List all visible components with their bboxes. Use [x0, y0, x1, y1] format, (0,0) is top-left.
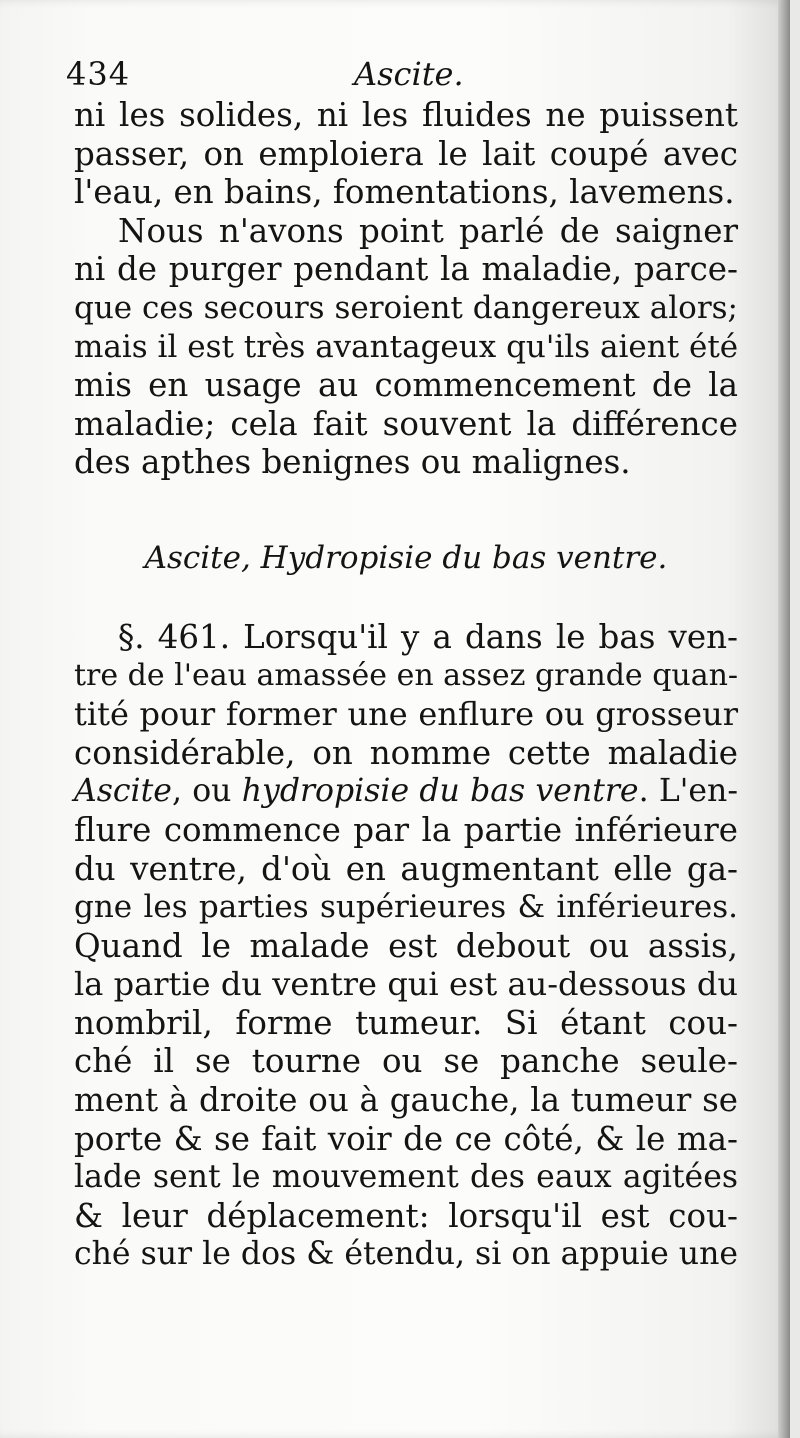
paragraph-bleeding-purging	[74, 212, 738, 482]
text-line: du ventre, d'où en augmentant elle ga-	[74, 849, 738, 888]
text-line: que ces secours seroient dangereux alors;	[74, 289, 738, 326]
text-line: tité pour former une enflure ou grosseur	[74, 695, 738, 734]
text-line: ni les solides, ni les fluides ne puissent	[74, 96, 738, 134]
section-heading: Ascite, Hydropisie du bas ventre.	[144, 539, 668, 576]
text-line: §. 461. Lorsqu'il y a dans le bas ven-	[118, 617, 738, 656]
text-line: tre de l'eau amassée en assez grande quan-	[74, 657, 739, 693]
text-line: l'eau, en bains, fomentations, lavemens.	[74, 173, 735, 212]
text-line: ché il se tourne ou se panche seule-	[74, 1042, 738, 1081]
text-line: nombril, forme tumeur. Si étant cou-	[74, 1003, 738, 1042]
page-text	[66, 52, 739, 1274]
page-edge-shadow	[778, 0, 790, 1438]
text-fragment: . L'en-	[638, 773, 738, 810]
running-head	[66, 52, 738, 96]
italic-term: Ascite	[74, 773, 172, 810]
text-line: Nous n'avons point parlé de saigner	[118, 211, 738, 250]
text-line: mis en usage au commencement de la	[74, 366, 738, 405]
text-line: & leur déplacement: lorsqu'il est cou-	[74, 1196, 738, 1235]
text-line: passer, on emploiera le lait coupé avec	[74, 134, 738, 173]
text-line: gne les parties supérieures & inférieures.	[74, 889, 738, 926]
text-line: ment à droite ou à gauche, la tumeur se	[74, 1081, 738, 1120]
text-line: des apthes benignes ou malignes.	[74, 443, 631, 482]
paragraph-continuation	[74, 96, 738, 212]
text-line: la partie du ventre qui est au-dessous du	[74, 965, 738, 1004]
text-line-mixed	[74, 772, 738, 811]
text-line: Quand le malade est debout ou assis,	[74, 926, 738, 965]
text-fragment: , ou	[171, 773, 242, 810]
page-number: 434	[66, 55, 131, 93]
text-line: ché sur le dos & étendu, si on appuie une	[74, 1236, 738, 1273]
text-line: ni de purger pendant la maladie, parce-	[74, 250, 738, 289]
text-line: porte & se fait voir de ce côté, & le ma-	[74, 1119, 738, 1158]
text-line: lade sent le mouvement des eaux agitées	[74, 1159, 738, 1196]
running-title: Ascite.	[354, 55, 464, 93]
paragraph-ascite	[74, 618, 738, 1274]
text-line: flure commence par la partie inférieure	[74, 810, 738, 849]
text-line: maladie; cela fait souvent la différence	[74, 404, 738, 443]
text-line: considérable, on nomme cette maladie	[74, 733, 738, 772]
text-line: mais il est très avantageux qu'ils aient été	[74, 328, 739, 365]
italic-term: hydropisie du bas ventre	[241, 773, 639, 810]
